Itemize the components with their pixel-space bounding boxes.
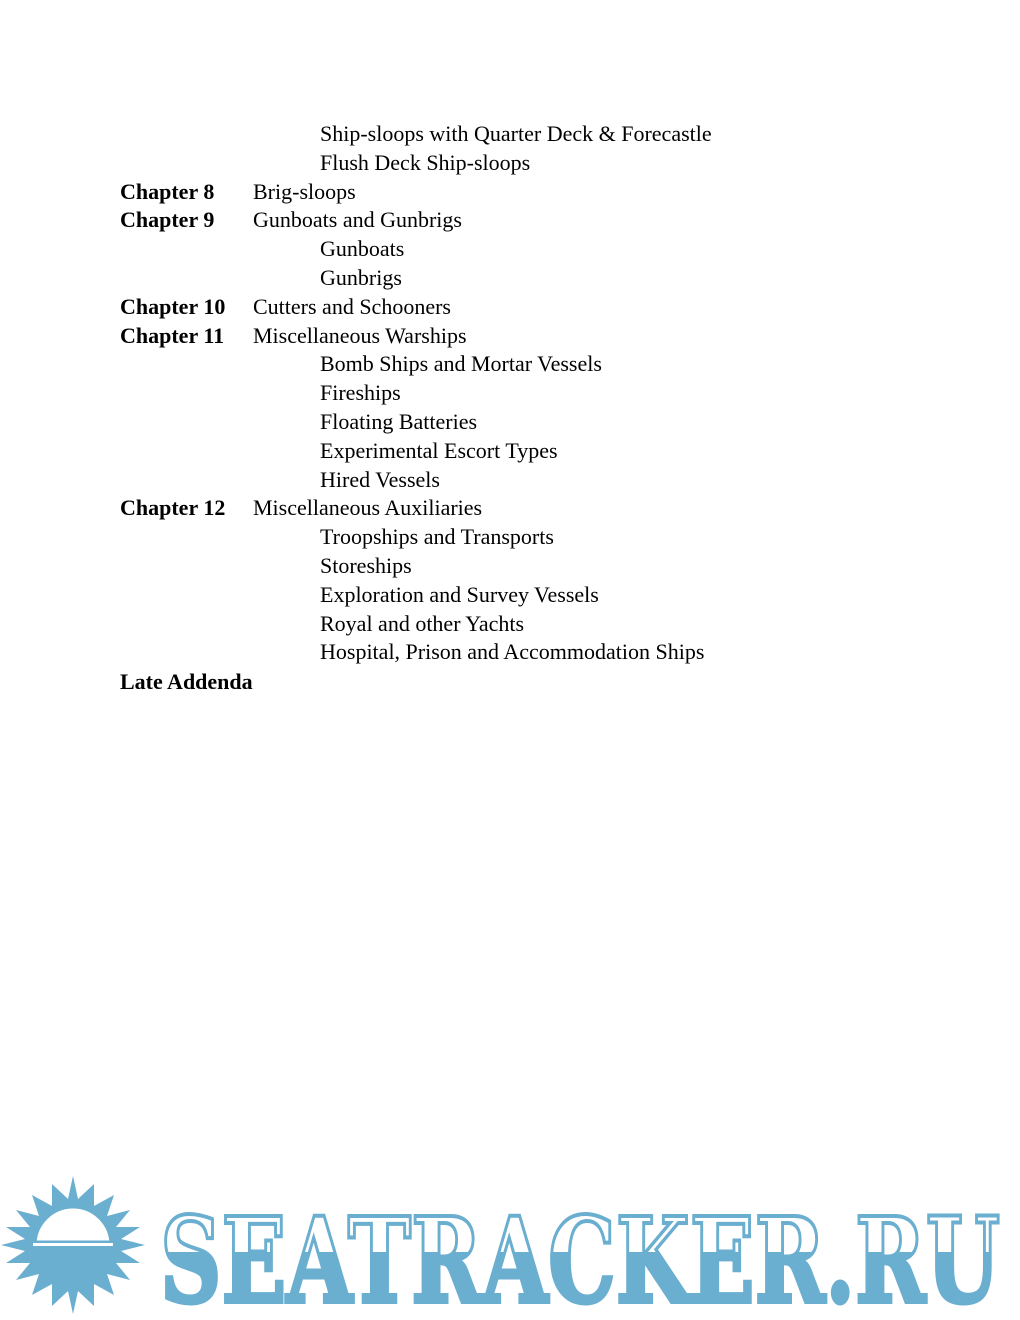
subentry-title: Floating Batteries: [320, 408, 478, 434]
toc-subentry: [120, 581, 920, 610]
toc-subentry: [120, 610, 920, 639]
chapter-label: Chapter 9: [120, 207, 215, 233]
subentry-title: Experimental Escort Types: [320, 437, 558, 463]
subentry-title: Troopships and Transports: [320, 524, 554, 550]
subentry-title: Gunboats: [320, 236, 405, 262]
chapter-label: Chapter 10: [120, 293, 226, 319]
toc-subentry: [120, 437, 920, 466]
sun-icon: [1, 1176, 145, 1314]
toc-chapter-11: [120, 322, 920, 351]
toc-chapter-8: [120, 178, 920, 207]
table-of-contents: [120, 120, 920, 697]
subentry-title: Royal and other Yachts: [320, 610, 525, 636]
subentry-title: Fireships: [320, 380, 401, 406]
toc-subentry: [120, 120, 920, 149]
toc-subentry: [120, 379, 920, 408]
toc-late-addenda: [120, 668, 920, 697]
subentry-title: Storeships: [320, 552, 412, 578]
chapter-title: Brig-sloops: [253, 178, 356, 204]
toc-subentry: [120, 350, 920, 379]
chapter-title: Gunboats and Gunbrigs: [253, 207, 462, 233]
subentry-title: Ship-sloops with Quarter Deck & Forecastle: [320, 121, 712, 146]
toc-subentry: [120, 264, 920, 293]
toc-subentry: [120, 523, 920, 552]
toc-subentry: [120, 466, 920, 495]
chapter-title: Miscellaneous Warships: [253, 322, 467, 348]
subentry-title: Hospital, Prison and Accommodation Ships: [320, 639, 705, 665]
subentry-title: Bomb Ships and Mortar Vessels: [320, 351, 602, 377]
chapter-title: Cutters and Schooners: [253, 293, 451, 319]
toc-subentry: [120, 149, 920, 178]
subentry-title: Gunbrigs: [320, 264, 402, 290]
toc-chapter-12: [120, 494, 920, 523]
chapter-label: Chapter 12: [120, 495, 226, 521]
subentry-title: Hired Vessels: [320, 466, 440, 492]
chapter-title: Miscellaneous Auxiliaries: [253, 495, 483, 521]
toc-subentry: [120, 408, 920, 437]
toc-subentry: [120, 235, 920, 264]
toc-chapter-10: [120, 293, 920, 322]
toc-subentry: [120, 552, 920, 581]
subentry-title: Flush Deck Ship-sloops: [320, 149, 531, 175]
toc-subentry: [120, 638, 920, 667]
chapter-label: Chapter 8: [120, 178, 215, 204]
seatracker-watermark-logo: [0, 1172, 1020, 1320]
chapter-label: Chapter 11: [120, 322, 225, 348]
toc-chapter-9: [120, 206, 920, 235]
subentry-title: Exploration and Survey Vessels: [320, 581, 599, 607]
watermark-text: SEATRACKER.RU: [160, 1191, 1000, 1320]
chapter-label: Late Addenda: [120, 669, 253, 695]
